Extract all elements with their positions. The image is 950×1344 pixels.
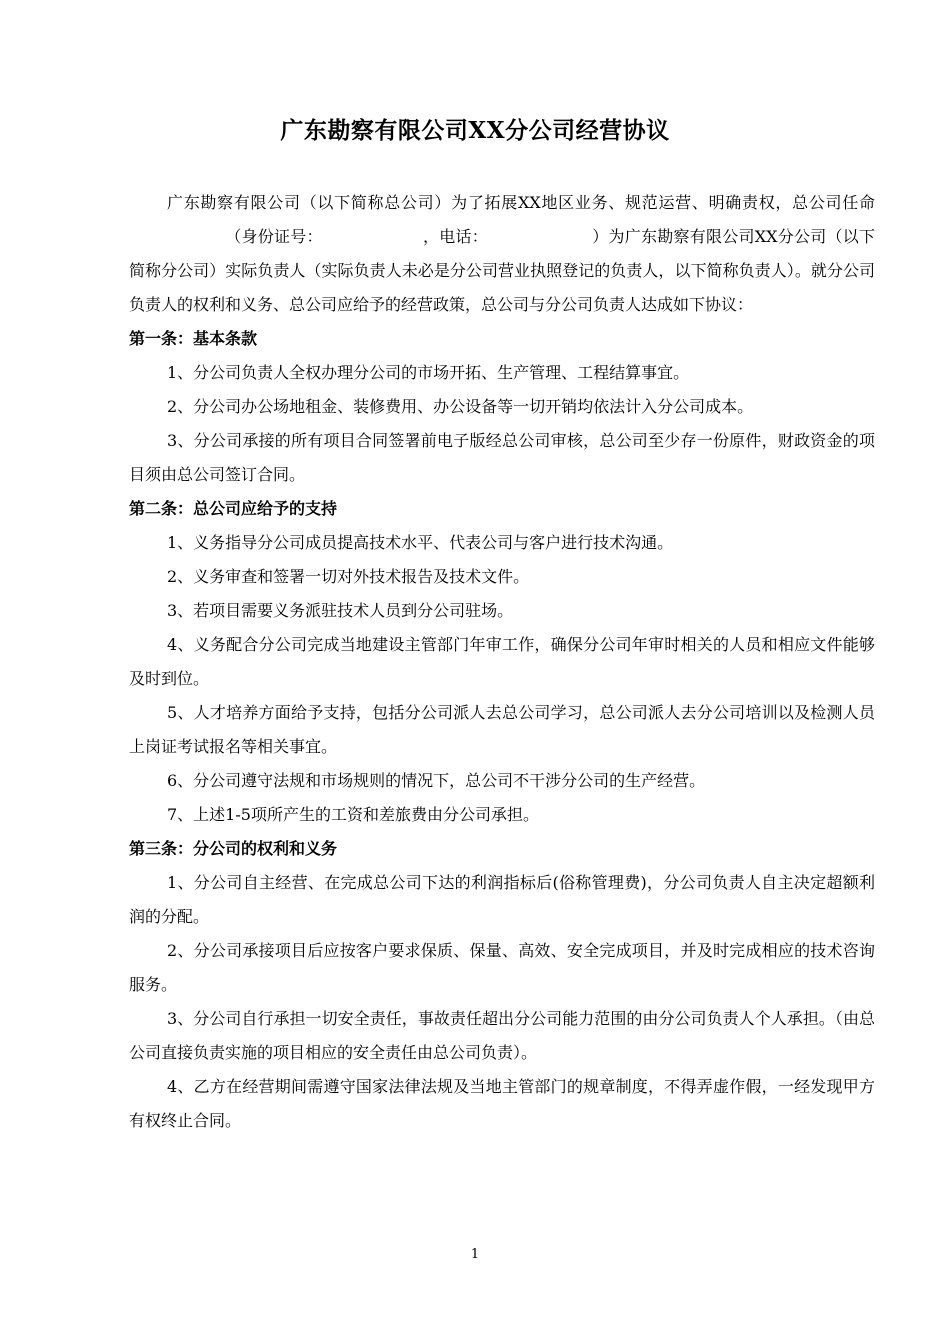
clause-item: 1、分公司自主经营、在完成总公司下达的利润指标后(俗称管理费)，分公司负责人自主决定超额利润的分配。 — [129, 873, 875, 926]
clause-item: 1、义务指导分公司成员提高技术水平、代表公司与客户进行技术沟通。 — [167, 533, 674, 552]
clause-item: 4、乙方在经营期间需遵守国家法律法规及当地主管部门的规章制度，不得弄虚作假，一经发现甲方有权终止合同。 — [129, 1077, 875, 1130]
document-title: 广东勘察有限公司XX分公司经营协议 — [280, 117, 670, 144]
section-heading: 第三条：分公司的权利和义务 — [129, 839, 338, 858]
clause-item: 3、分公司承接的所有项目合同签署前电子版经总公司审核，总公司至少存一份原件，财政资金的项目须由总公司签订合同。 — [129, 431, 875, 484]
intro-text-3: ，电话： — [422, 227, 488, 246]
clause-item: 7、上述1-5项所产生的工资和差旅费由分公司承担。 — [167, 805, 539, 824]
intro-text-1: 广东勘察有限公司（以下简称总公司）为了拓展XX地区业务、规范运营、明确责权，总公司任命 — [167, 193, 875, 212]
clause-item: 2、分公司办公场地租金、装修费用、办公设备等一切开销均依法计入分公司成本。 — [167, 397, 754, 416]
intro-text-4: ）为广东勘察有限公司XX分公司（以下简称分公司）实际负责人（实际负责人未必是分公司营业执照登记的负责人，以下简称负责人）。就分公司负责人的权利和义务、总公司应给予的经营政策，总公司与分公司负责人达成如下协议： — [129, 227, 875, 314]
clause-item: 3、若项目需要义务派驻技术人员到分公司驻场。 — [167, 601, 514, 620]
intro-text-2: （身份证号： — [225, 227, 323, 246]
intro-paragraph — [129, 186, 875, 322]
clause-item: 2、义务审查和签署一切对外技术报告及技术文件。 — [167, 567, 530, 586]
document-body — [129, 186, 875, 1138]
page-number: 1 — [470, 1247, 480, 1262]
clause-item: 3、分公司自行承担一切安全责任，事故责任超出分公司能力范围的由分公司负责人个人承担。（由总公司直接负责实施的项目相应的安全责任由总公司负责）。 — [129, 1009, 875, 1062]
clause-item: 6、分公司遵守法规和市场规则的情况下，总公司不干涉分公司的生产经营。 — [167, 771, 706, 790]
clause-item: 5、人才培养方面给予支持，包括分公司派人去总公司学习，总公司派人去分公司培训以及检测人员上岗证考试报名等相关事宜。 — [129, 703, 875, 756]
clause-item: 4、义务配合分公司完成当地建设主管部门年审工作，确保分公司年审时相关的人员和相应文件能够及时到位。 — [129, 635, 875, 688]
clause-item: 1、分公司负责人全权办理分公司的市场开拓、生产管理、工程结算事宜。 — [167, 363, 690, 382]
section-heading: 第一条：基本条款 — [129, 329, 258, 348]
section-heading: 第二条：总公司应给予的支持 — [129, 499, 338, 518]
clause-item: 2、分公司承接项目后应按客户要求保质、保量、高效、安全完成项目，并及时完成相应的技术咨询服务。 — [129, 941, 875, 994]
